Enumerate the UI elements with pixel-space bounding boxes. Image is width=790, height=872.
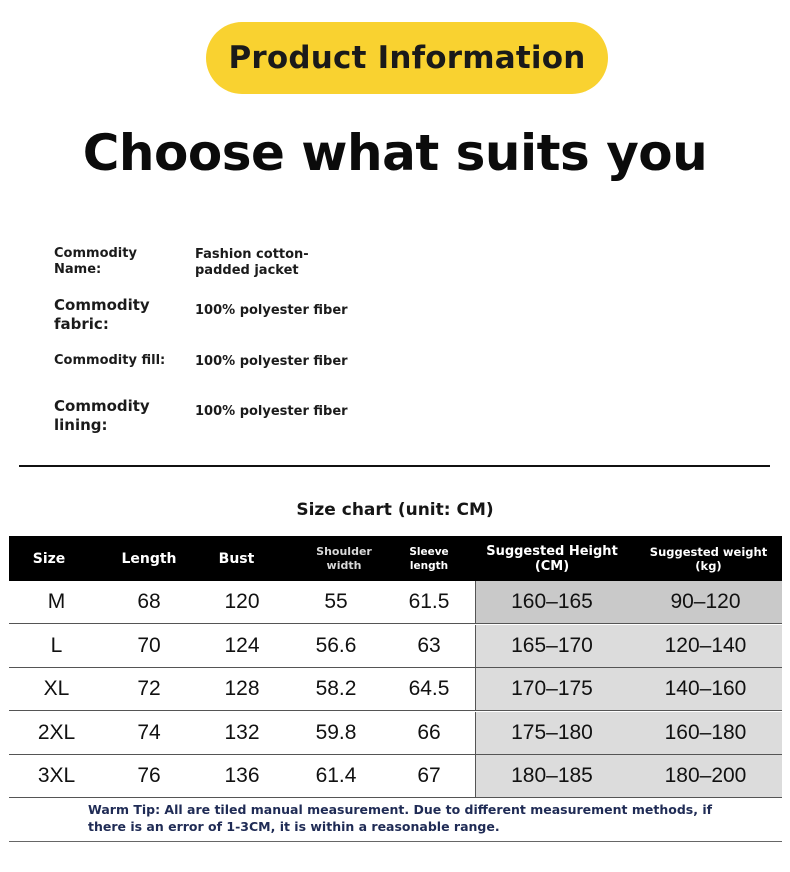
header-suggested-weight: Suggested weight (kg) xyxy=(649,544,768,573)
table-row xyxy=(9,625,782,668)
cell-bust: 132 xyxy=(224,720,260,744)
headline: Choose what suits you xyxy=(82,124,708,182)
section-divider xyxy=(19,465,770,467)
cell-shoulder: 58.2 xyxy=(315,677,357,700)
cell-length: 68 xyxy=(137,590,161,613)
cell-length: 74 xyxy=(137,720,161,744)
cell-bust: 120 xyxy=(224,590,260,613)
cell-size: 2XL xyxy=(37,720,76,744)
cell-height: 160–165 xyxy=(511,590,593,613)
cell-shoulder: 59.8 xyxy=(315,720,357,744)
cell-shoulder: 55 xyxy=(324,590,348,613)
cell-weight: 160–180 xyxy=(664,720,747,744)
cell-sleeve: 61.5 xyxy=(408,590,450,613)
cell-length: 70 xyxy=(137,633,161,657)
cell-bust: 136 xyxy=(224,764,260,787)
header-length: Length xyxy=(121,550,177,567)
header-bust: Bust xyxy=(218,550,255,567)
header-sleeve-length: Sleeve length xyxy=(409,545,449,572)
cell-sleeve: 67 xyxy=(417,764,441,787)
info-value-fabric: 100% polyester fiber xyxy=(195,303,348,318)
info-value-fill: 100% polyester fiber xyxy=(195,354,348,369)
cell-sleeve: 63 xyxy=(417,633,441,657)
header-shoulder-width: Shoulder width xyxy=(316,544,372,572)
cell-weight: 140–160 xyxy=(664,677,747,700)
cell-size: XL xyxy=(43,677,70,700)
cell-height: 175–180 xyxy=(511,720,593,744)
cell-weight: 180–200 xyxy=(664,764,747,787)
cell-shoulder: 61.4 xyxy=(315,764,357,787)
product-information-banner xyxy=(206,22,608,94)
cell-size: L xyxy=(50,633,63,657)
cell-height: 180–185 xyxy=(511,764,593,787)
cell-bust: 124 xyxy=(224,633,260,657)
info-label-fill: Commodity fill: xyxy=(54,353,166,368)
info-label-lining: Commodity lining: xyxy=(54,397,150,434)
header-size: Size xyxy=(32,550,66,567)
cell-weight: 120–140 xyxy=(664,633,747,657)
info-label-fabric: Commodity fabric: xyxy=(54,296,150,333)
table-row xyxy=(9,581,782,624)
cell-size: M xyxy=(47,590,66,613)
warm-tip: Warm Tip: All are tiled manual measurement. Due to different measurement methods, if there is an error of 1-3CM, it is within a reasonable range. xyxy=(88,802,713,834)
cell-sleeve: 66 xyxy=(417,720,441,744)
cell-weight: 90–120 xyxy=(670,590,741,613)
cell-height: 170–175 xyxy=(511,677,593,700)
table-row xyxy=(9,712,782,755)
header-suggested-height: Suggested Height (CM) xyxy=(486,543,618,574)
table-row xyxy=(9,755,782,798)
cell-bust: 128 xyxy=(224,677,260,700)
cell-sleeve: 64.5 xyxy=(408,677,450,700)
table-header xyxy=(9,536,782,581)
cell-height: 165–170 xyxy=(511,633,593,657)
cell-shoulder: 56.6 xyxy=(315,633,357,657)
banner-label: Product Information xyxy=(228,40,586,76)
info-value-lining: 100% polyester fiber xyxy=(195,404,348,419)
size-chart-title: Size chart (unit: CM) xyxy=(296,500,494,520)
bottom-rule xyxy=(9,841,782,842)
cell-size: 3XL xyxy=(37,764,76,787)
table-row xyxy=(9,668,782,711)
cell-length: 76 xyxy=(137,764,161,787)
info-value-name: Fashion cotton-padded jacket xyxy=(195,247,309,278)
info-label-name: Commodity Name: xyxy=(54,246,137,277)
cell-length: 72 xyxy=(137,677,161,700)
